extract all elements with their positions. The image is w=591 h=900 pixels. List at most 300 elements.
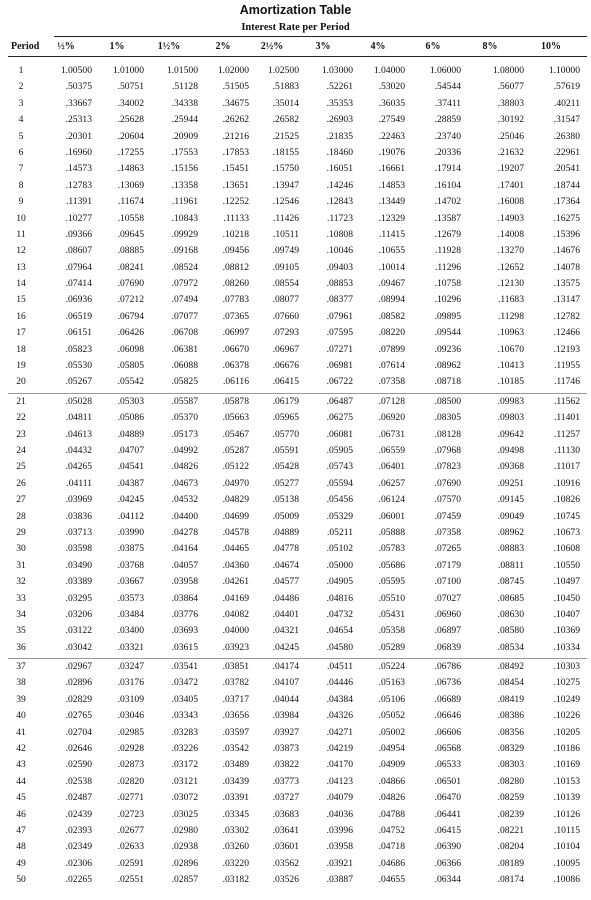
- factor-cell: .06689: [434, 693, 461, 705]
- factor-cell: .06920: [378, 412, 405, 424]
- period-cell: 34: [16, 608, 26, 620]
- factor-cell: .03822: [272, 759, 299, 771]
- factor-cell: .04261: [222, 576, 249, 588]
- factor-cell: .23740: [434, 130, 461, 142]
- factor-cell: .04511: [326, 661, 353, 673]
- factor-cell: .06401: [378, 461, 405, 473]
- factor-cell: .03641: [272, 824, 299, 836]
- factor-cell: .03598: [65, 543, 92, 555]
- rate-header: 10%: [541, 41, 561, 52]
- factor-cell: .10413: [497, 360, 524, 372]
- factor-cell: .04889: [117, 428, 144, 440]
- factor-cell: .07660: [272, 310, 299, 322]
- factor-cell: .52261: [326, 81, 353, 93]
- factor-cell: .17364: [553, 196, 580, 208]
- factor-cell: .04245: [117, 494, 144, 506]
- factor-cell: .05594: [326, 477, 353, 489]
- factor-cell: .54544: [434, 81, 461, 93]
- factor-cell: .08554: [272, 278, 299, 290]
- factor-cell: .02646: [65, 743, 92, 755]
- factor-cell: .02896: [171, 857, 198, 869]
- factor-cell: .04732: [326, 608, 353, 620]
- factor-cell: .16051: [326, 163, 353, 175]
- factor-cell: .53020: [378, 81, 405, 93]
- factor-cell: .05303: [117, 395, 144, 407]
- factor-cell: .08718: [434, 376, 461, 388]
- factor-cell: .04036: [326, 808, 353, 820]
- factor-cell: .04265: [65, 461, 92, 473]
- factor-cell: .38803: [497, 97, 524, 109]
- factor-cell: .02551: [117, 874, 144, 886]
- factor-cell: .09642: [497, 428, 524, 440]
- factor-cell: .40211: [553, 97, 580, 109]
- table-row: [0, 493, 591, 509]
- factor-cell: .11426: [272, 212, 299, 224]
- factor-cell: .04170: [326, 759, 353, 771]
- factor-cell: .05467: [222, 428, 249, 440]
- factor-cell: .08812: [222, 261, 249, 273]
- factor-cell: .02349: [65, 841, 92, 853]
- factor-cell: .05686: [378, 559, 405, 571]
- factor-cell: .09895: [434, 310, 461, 322]
- factor-cell: .07972: [171, 278, 198, 290]
- table-row: [0, 195, 591, 211]
- amortization-table-body: [0, 64, 591, 890]
- factor-cell: .02704: [65, 726, 92, 738]
- period-cell: 32: [16, 576, 26, 588]
- table-row: [0, 808, 591, 824]
- factor-cell: .51883: [272, 81, 299, 93]
- factor-cell: .36035: [378, 97, 405, 109]
- factor-cell: .05456: [326, 494, 353, 506]
- factor-cell: .13147: [553, 294, 580, 306]
- period-cell: 28: [16, 510, 26, 522]
- period-cell: 18: [16, 343, 26, 355]
- factor-cell: .07961: [326, 310, 353, 322]
- factor-cell: .04816: [326, 592, 353, 604]
- factor-cell: .04826: [171, 461, 198, 473]
- factor-cell: .08377: [326, 294, 353, 306]
- factor-cell: .03717: [222, 693, 249, 705]
- table-row: [0, 857, 591, 873]
- factor-cell: .06997: [222, 327, 249, 339]
- factor-cell: .03984: [272, 710, 299, 722]
- factor-cell: .07027: [434, 592, 461, 604]
- factor-cell: .03996: [326, 824, 353, 836]
- factor-cell: .03226: [171, 743, 198, 755]
- period-cell: 45: [16, 792, 26, 804]
- factor-cell: .03667: [117, 576, 144, 588]
- rate-header: 8%: [482, 41, 498, 52]
- factor-cell: .34338: [171, 97, 198, 109]
- factor-cell: .19076: [378, 146, 405, 158]
- factor-cell: .02896: [65, 677, 92, 689]
- factor-cell: .10843: [171, 212, 198, 224]
- factor-cell: .05743: [326, 461, 353, 473]
- factor-cell: .04686: [378, 857, 405, 869]
- factor-cell: .03597: [222, 726, 249, 738]
- table-row: [0, 592, 591, 608]
- factor-cell: .02393: [65, 824, 92, 836]
- table-row: [0, 840, 591, 856]
- factor-cell: .03302: [222, 824, 249, 836]
- factor-cell: .08454: [497, 677, 524, 689]
- factor-cell: .03573: [117, 592, 144, 604]
- factor-cell: .26903: [326, 114, 353, 126]
- factor-cell: .09456: [222, 245, 249, 257]
- factor-cell: .04654: [326, 625, 353, 637]
- factor-cell: .22463: [378, 130, 405, 142]
- factor-cell: .03260: [222, 841, 249, 853]
- factor-cell: .20909: [171, 130, 198, 142]
- factor-cell: .08500: [434, 395, 461, 407]
- table-row: [0, 395, 591, 411]
- factor-cell: .06936: [65, 294, 92, 306]
- factor-cell: .08885: [117, 245, 144, 257]
- table-row: [0, 162, 591, 178]
- factor-cell: .06967: [272, 343, 299, 355]
- factor-cell: .08853: [326, 278, 353, 290]
- factor-cell: .03182: [222, 874, 249, 886]
- factor-cell: .07212: [117, 294, 144, 306]
- table-row: [0, 293, 591, 309]
- factor-cell: .10655: [378, 245, 405, 257]
- factor-cell: .04655: [378, 874, 405, 886]
- factor-cell: .02306: [65, 857, 92, 869]
- factor-cell: .03025: [171, 808, 198, 820]
- factor-cell: .06794: [117, 310, 144, 322]
- factor-cell: .11674: [117, 196, 144, 208]
- factor-cell: .13587: [434, 212, 461, 224]
- table-row: [0, 80, 591, 96]
- factor-cell: .03046: [117, 710, 144, 722]
- period-cell: 6: [18, 146, 24, 158]
- factor-cell: .04000: [222, 625, 249, 637]
- factor-cell: .13575: [553, 278, 580, 290]
- factor-cell: .05267: [65, 376, 92, 388]
- factor-cell: .04788: [378, 808, 405, 820]
- factor-cell: .34675: [222, 97, 249, 109]
- table-title: Amortization Table: [239, 3, 352, 17]
- factor-cell: .06124: [378, 494, 405, 506]
- factor-cell: .04970: [222, 477, 249, 489]
- factor-cell: .11562: [553, 395, 580, 407]
- factor-cell: .06981: [326, 360, 353, 372]
- factor-cell: .10334: [553, 641, 580, 653]
- factor-cell: .04057: [171, 559, 198, 571]
- factor-cell: .09803: [497, 412, 524, 424]
- table-row: [0, 444, 591, 460]
- factor-cell: .04321: [272, 625, 299, 637]
- factor-cell: .20541: [553, 163, 580, 175]
- factor-cell: .07968: [434, 444, 461, 456]
- factor-cell: .04699: [222, 510, 249, 522]
- factor-cell: .03343: [171, 710, 198, 722]
- period-cell: 33: [16, 592, 26, 604]
- factor-cell: .10670: [497, 343, 524, 355]
- factor-cell: .08280: [497, 775, 524, 787]
- period-cell: 47: [16, 824, 26, 836]
- factor-cell: .09368: [497, 461, 524, 473]
- factor-cell: .04384: [326, 693, 353, 705]
- factor-cell: .16960: [65, 146, 92, 158]
- factor-cell: .21525: [272, 130, 299, 142]
- table-row: [0, 310, 591, 326]
- table-row: [0, 693, 591, 709]
- table-row: [0, 460, 591, 476]
- factor-cell: .11961: [171, 196, 198, 208]
- factor-cell: .06366: [434, 857, 461, 869]
- factor-cell: .05106: [378, 693, 405, 705]
- factor-cell: .06426: [117, 327, 144, 339]
- factor-cell: .03727: [272, 792, 299, 804]
- factor-cell: .08260: [222, 278, 249, 290]
- factor-cell: .06151: [65, 327, 92, 339]
- factor-cell: .08962: [497, 526, 524, 538]
- factor-cell: .07783: [222, 294, 249, 306]
- table-row: [0, 477, 591, 493]
- factor-cell: .03875: [117, 543, 144, 555]
- factor-cell: .30192: [497, 114, 524, 126]
- period-cell: 23: [16, 428, 26, 440]
- factor-cell: 1.02500: [267, 65, 299, 76]
- column-header-row: [0, 39, 591, 55]
- factor-cell: .03400: [117, 625, 144, 637]
- period-cell: 48: [16, 841, 26, 853]
- period-cell: 30: [16, 543, 26, 555]
- factor-cell: .06098: [117, 343, 144, 355]
- factor-cell: .04826: [378, 792, 405, 804]
- table-row: [0, 146, 591, 162]
- factor-cell: .10916: [553, 477, 580, 489]
- factor-cell: 1.10000: [548, 65, 580, 76]
- factor-cell: .07179: [434, 559, 461, 571]
- factor-cell: .04718: [378, 841, 405, 853]
- factor-cell: .17914: [434, 163, 461, 175]
- factor-cell: .03927: [272, 726, 299, 738]
- factor-cell: .26380: [553, 130, 580, 142]
- factor-cell: .22961: [553, 146, 580, 158]
- table-row: [0, 791, 591, 807]
- period-cell: 16: [16, 310, 26, 322]
- factor-cell: .21835: [326, 130, 353, 142]
- factor-cell: .04278: [171, 526, 198, 538]
- table-row: [0, 526, 591, 542]
- factor-cell: .17553: [171, 146, 198, 158]
- period-cell: 39: [16, 693, 26, 705]
- period-cell: 42: [16, 743, 26, 755]
- factor-cell: .14676: [553, 245, 580, 257]
- period-cell: 5: [18, 130, 24, 142]
- factor-cell: .04164: [171, 543, 198, 555]
- factor-cell: .07823: [434, 461, 461, 473]
- factor-cell: .14573: [65, 163, 92, 175]
- factor-cell: .15750: [272, 163, 299, 175]
- factor-cell: 1.06000: [429, 65, 461, 76]
- table-row: [0, 428, 591, 444]
- factor-cell: .04778: [272, 543, 299, 555]
- factor-cell: .06786: [434, 661, 461, 673]
- factor-cell: .08204: [497, 841, 524, 853]
- factor-cell: .10275: [553, 677, 580, 689]
- factor-cell: .03121: [171, 775, 198, 787]
- factor-cell: .07614: [378, 360, 405, 372]
- factor-cell: .12782: [553, 310, 580, 322]
- factor-cell: .04532: [171, 494, 198, 506]
- factor-cell: .03389: [65, 576, 92, 588]
- factor-cell: .10218: [222, 228, 249, 240]
- factor-cell: .10608: [553, 543, 580, 555]
- factor-cell: .10104: [553, 841, 580, 853]
- table-row: [0, 130, 591, 146]
- factor-cell: .08419: [497, 693, 524, 705]
- factor-cell: .03542: [222, 743, 249, 755]
- factor-cell: .02765: [65, 710, 92, 722]
- factor-cell: .05224: [378, 661, 405, 673]
- period-cell: 27: [16, 494, 26, 506]
- factor-cell: .08582: [378, 310, 405, 322]
- table-row: [0, 709, 591, 725]
- factor-cell: .03176: [117, 677, 144, 689]
- factor-cell: .09983: [497, 395, 524, 407]
- factor-cell: .09366: [65, 228, 92, 240]
- factor-cell: .02590: [65, 759, 92, 771]
- factor-cell: .14702: [434, 196, 461, 208]
- factor-cell: .10186: [553, 743, 580, 755]
- factor-cell: .05587: [171, 395, 198, 407]
- factor-cell: .03206: [65, 608, 92, 620]
- factor-cell: .05002: [378, 726, 405, 738]
- table-row: [0, 244, 591, 260]
- table-row: [0, 97, 591, 113]
- factor-cell: .07358: [434, 526, 461, 538]
- factor-cell: .08220: [378, 327, 405, 339]
- factor-cell: .04044: [272, 693, 299, 705]
- factor-cell: .05138: [272, 494, 299, 506]
- factor-cell: .05965: [272, 412, 299, 424]
- table-row: [0, 660, 591, 676]
- factor-cell: .03439: [222, 775, 249, 787]
- period-cell: 41: [16, 726, 26, 738]
- factor-cell: .05052: [378, 710, 405, 722]
- factor-cell: .08994: [378, 294, 405, 306]
- factor-cell: .04112: [117, 510, 144, 522]
- factor-cell: .09498: [497, 444, 524, 456]
- factor-cell: .08580: [497, 625, 524, 637]
- factor-cell: .04169: [222, 592, 249, 604]
- rate-header: 1½%: [157, 41, 181, 52]
- factor-cell: .12329: [378, 212, 405, 224]
- factor-cell: .04866: [378, 775, 405, 787]
- factor-cell: .07271: [326, 343, 353, 355]
- period-cell: 10: [16, 212, 26, 224]
- factor-cell: .03713: [65, 526, 92, 538]
- factor-cell: .05009: [272, 510, 299, 522]
- rate-header: ½%: [57, 41, 75, 52]
- factor-cell: .08329: [497, 743, 524, 755]
- factor-cell: .25313: [65, 114, 92, 126]
- factor-cell: .06960: [434, 608, 461, 620]
- factor-cell: .03656: [222, 710, 249, 722]
- factor-cell: .06568: [434, 743, 461, 755]
- factor-cell: .04577: [272, 576, 299, 588]
- factor-cell: .09251: [497, 477, 524, 489]
- table-row: [0, 758, 591, 774]
- factor-cell: .03887: [326, 874, 353, 886]
- factor-cell: .03776: [171, 608, 198, 620]
- factor-cell: .04541: [117, 461, 144, 473]
- factor-cell: .11415: [378, 228, 405, 240]
- factor-cell: .09049: [497, 510, 524, 522]
- factor-cell: .03562: [272, 857, 299, 869]
- factor-cell: .06381: [171, 343, 198, 355]
- factor-cell: .03489: [222, 759, 249, 771]
- table-row: [0, 179, 591, 195]
- factor-cell: .04446: [326, 677, 353, 689]
- rate-header: 4%: [370, 41, 386, 52]
- period-cell: 2: [18, 81, 24, 93]
- table-row: [0, 228, 591, 244]
- period-cell: 25: [16, 461, 26, 473]
- factor-cell: .08630: [497, 608, 524, 620]
- factor-cell: .02928: [117, 743, 144, 755]
- factor-cell: .15156: [171, 163, 198, 175]
- factor-cell: .03172: [171, 759, 198, 771]
- factor-cell: .03391: [222, 792, 249, 804]
- factor-cell: .08239: [497, 808, 524, 820]
- factor-cell: .06116: [222, 376, 249, 388]
- factor-cell: .07459: [434, 510, 461, 522]
- factor-cell: .05163: [378, 677, 405, 689]
- factor-cell: 1.08000: [492, 65, 524, 76]
- table-row: [0, 113, 591, 129]
- factor-cell: 1.02000: [217, 65, 249, 76]
- factor-cell: .05370: [171, 412, 198, 424]
- factor-cell: .11955: [553, 360, 580, 372]
- factor-cell: .05878: [222, 395, 249, 407]
- factor-cell: .08492: [497, 661, 524, 673]
- factor-cell: .08356: [497, 726, 524, 738]
- factor-cell: .11257: [553, 428, 580, 440]
- period-cell: 24: [16, 444, 26, 456]
- period-cell: 21: [16, 395, 26, 407]
- factor-cell: .07690: [434, 477, 461, 489]
- factor-cell: .06415: [434, 824, 461, 836]
- factor-cell: .03472: [171, 677, 198, 689]
- factor-cell: .07293: [272, 327, 299, 339]
- factor-cell: .18155: [272, 146, 299, 158]
- factor-cell: .02591: [117, 857, 144, 869]
- period-cell: 22: [16, 412, 26, 424]
- factor-cell: .07128: [378, 395, 405, 407]
- factor-cell: .02771: [117, 792, 144, 804]
- factor-cell: .11296: [434, 261, 461, 273]
- factor-cell: .57619: [553, 81, 580, 93]
- factor-cell: .04400: [171, 510, 198, 522]
- factor-cell: .06606: [434, 726, 461, 738]
- factor-cell: .04079: [326, 792, 353, 804]
- factor-cell: .25944: [171, 114, 198, 126]
- factor-cell: .03921: [326, 857, 353, 869]
- factor-cell: .03693: [171, 625, 198, 637]
- factor-cell: .16008: [497, 196, 524, 208]
- table-row: [0, 326, 591, 342]
- factor-cell: .08128: [434, 428, 461, 440]
- factor-cell: .07570: [434, 494, 461, 506]
- period-cell: 36: [16, 641, 26, 653]
- table-row: [0, 411, 591, 427]
- factor-cell: .10673: [553, 526, 580, 538]
